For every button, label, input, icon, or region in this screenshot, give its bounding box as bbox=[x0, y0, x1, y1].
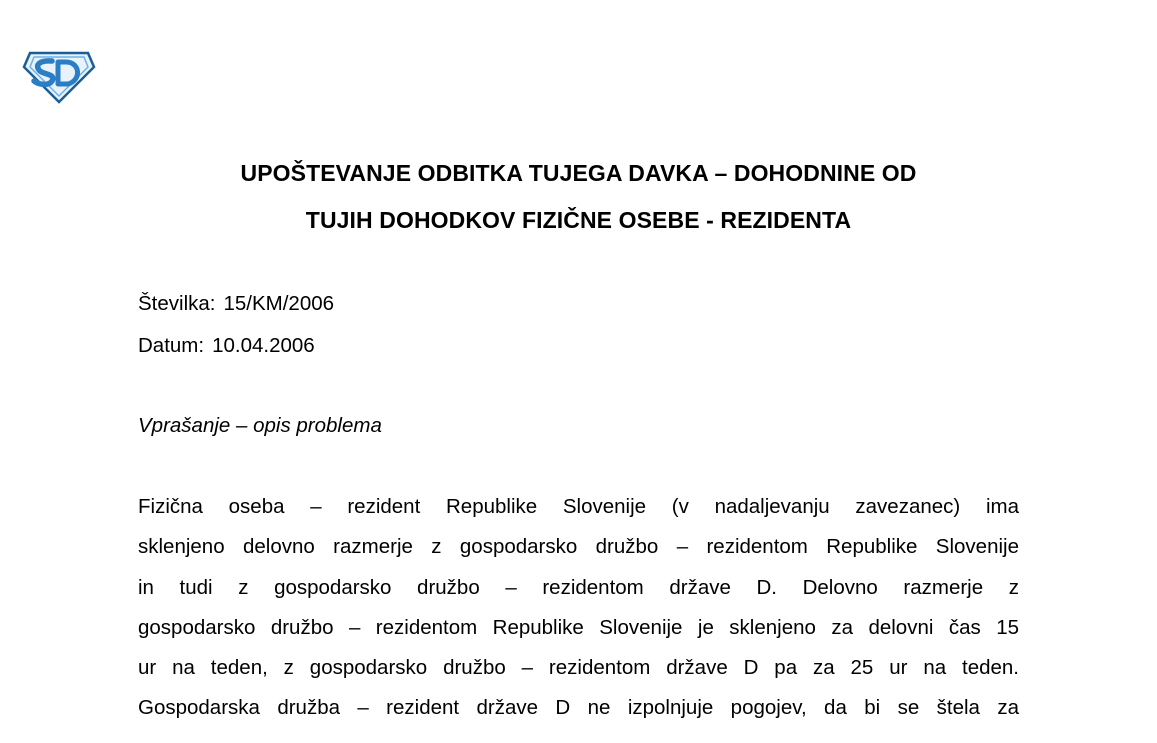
document-title-line-2: TUJIH DOHODKOV FIZIČNE OSEBE - REZIDENTA bbox=[305, 207, 852, 233]
document-date-value: 10.04.2006 bbox=[212, 334, 315, 357]
body-line: gospodarsko družbo – rezidentom Republike Slovenije je sklenjeno za delovni čas 15 bbox=[138, 615, 1019, 639]
body-line: in tudi z gospodarsko družbo – rezidentom države D. Delovno razmerje z bbox=[138, 575, 1019, 599]
body-line: sklenjeno delovno razmerje z gospodarsko družbo – rezidentom Republike Slovenije bbox=[138, 535, 1019, 559]
document-number bbox=[138, 291, 334, 317]
body-line: Gospodarska družba – rezident države D ne izpolnjuje pogojev, da bi se štela za bbox=[138, 696, 1019, 720]
document-title-line-1: UPOŠTEVANJE ODBITKA TUJEGA DAVKA – DOHODNINE OD bbox=[240, 160, 917, 186]
section-heading: Vprašanje – opis problema bbox=[138, 414, 382, 437]
body-line: ur na teden, z gospodarsko družbo – rezidentom države D pa za 25 ur na teden. bbox=[138, 656, 1019, 680]
document-date-label: Datum: bbox=[138, 334, 205, 357]
body-line: Fizična oseba – rezident Republike Slovenije (v nadaljevanju zavezanec) ima bbox=[138, 495, 1019, 518]
document-number-label: Številka: bbox=[138, 292, 216, 315]
document-number-value: 15/KM/2006 bbox=[223, 292, 335, 315]
body-paragraph bbox=[138, 487, 1019, 729]
document-date bbox=[138, 333, 315, 359]
sd-logo-icon bbox=[22, 47, 96, 105]
